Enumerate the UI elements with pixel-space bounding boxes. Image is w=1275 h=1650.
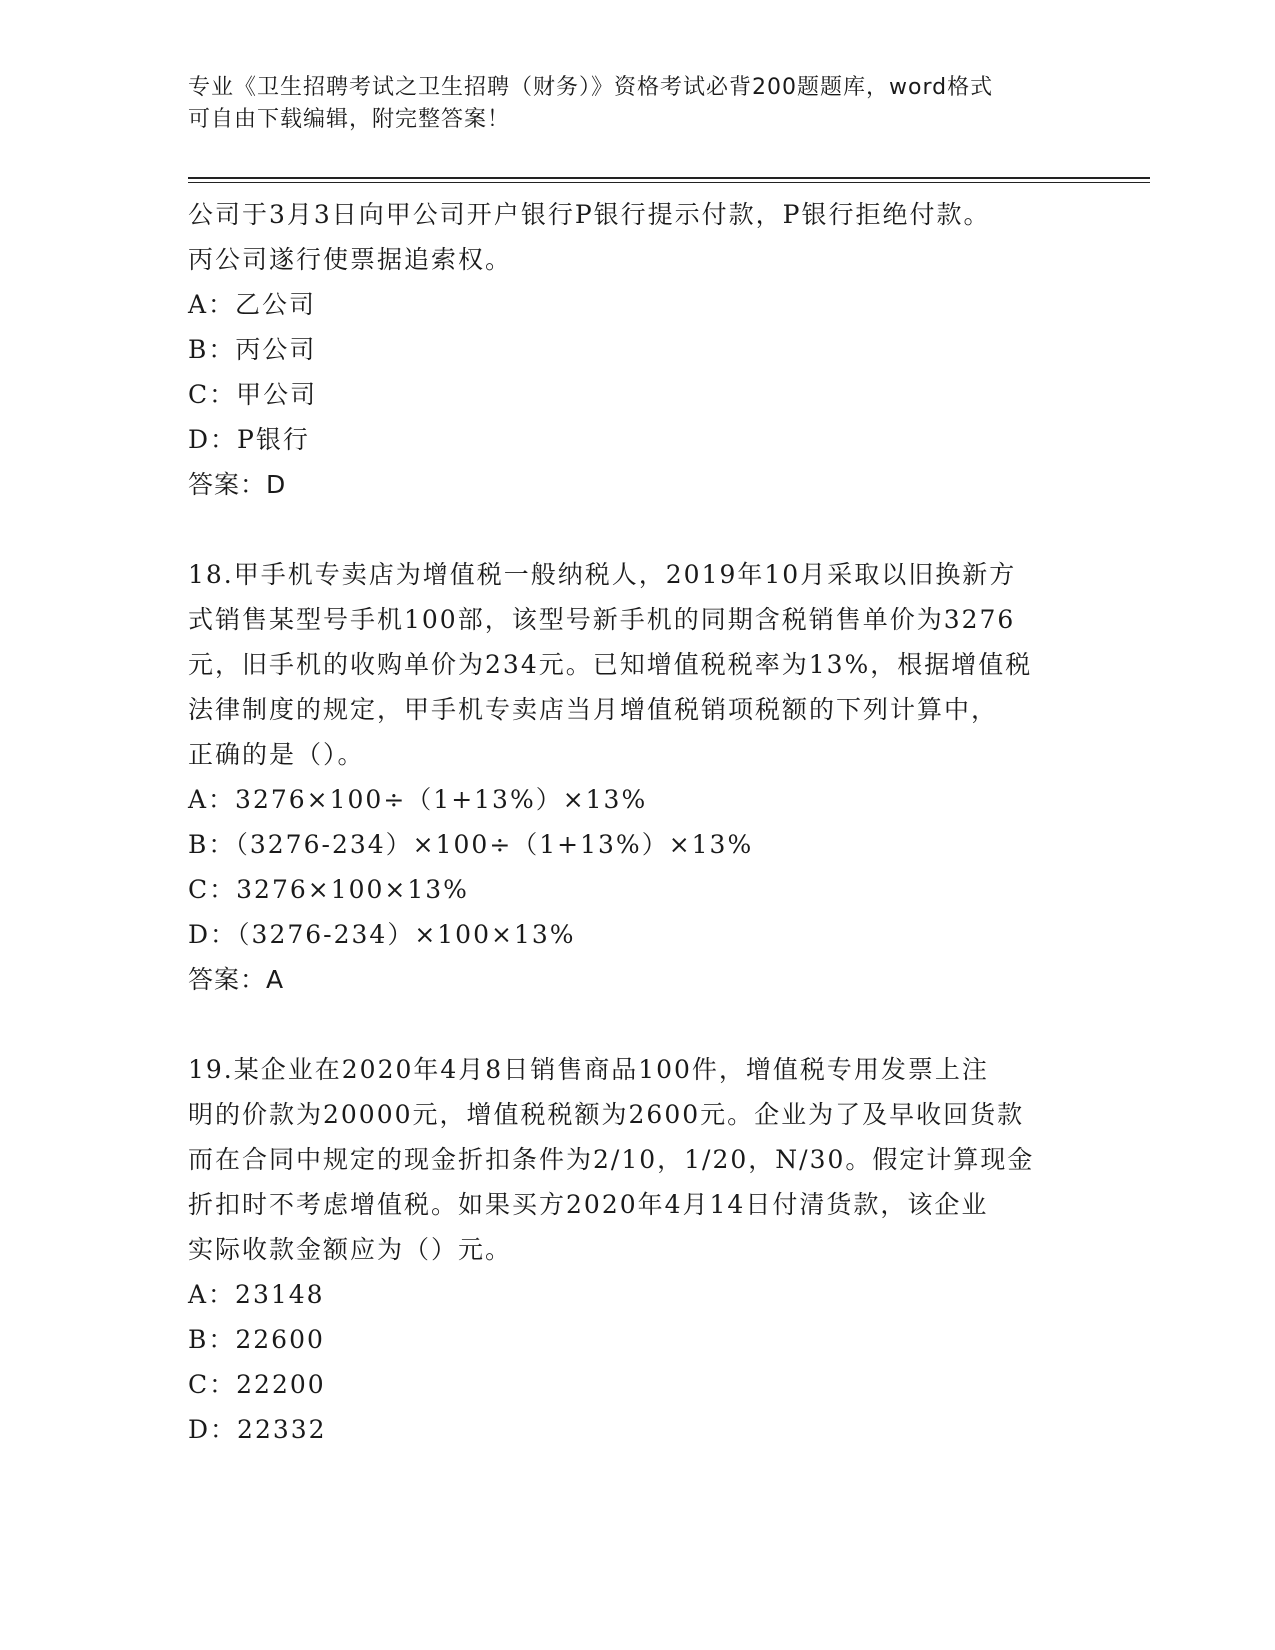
option-d: D：（3276-234）×100×13% <box>188 920 576 949</box>
spacer <box>188 507 1088 552</box>
document-header <box>188 72 1068 136</box>
header-divider-thick <box>188 177 1150 179</box>
option-d: D：P银行 <box>188 425 310 454</box>
option-a: A：乙公司 <box>188 290 317 319</box>
option-c: C：22200 <box>188 1370 326 1399</box>
spacer <box>188 1002 1088 1047</box>
option-c: C：3276×100×13% <box>188 875 469 904</box>
question-stem-line: 正确的是（）。 <box>188 740 365 769</box>
question-stem-line: 19.某企业在2020年4月8日销售商品100件，增值税专用发票上注 <box>188 1055 989 1084</box>
question-17 <box>188 192 1088 507</box>
option-b: B：22600 <box>188 1325 325 1354</box>
question-stem-line: 元，旧手机的收购单价为234元。已知增值税税率为13%，根据增值税 <box>188 650 1033 679</box>
question-stem-line: 式销售某型号手机100部，该型号新手机的同期含税销售单价为3276 <box>188 605 1016 634</box>
question-stem-line: 而在合同中规定的现金折扣条件为2/10，1/20，N/30。假定计算现金 <box>188 1145 1035 1174</box>
answer-label: 答案：D <box>188 470 287 499</box>
question-19 <box>188 1047 1088 1452</box>
question-18 <box>188 552 1088 1002</box>
option-c: C：甲公司 <box>188 380 318 409</box>
question-stem-line: 折扣时不考虑增值税。如果买方2020年4月14日付清货款，该企业 <box>188 1190 989 1219</box>
question-stem-line: 法律制度的规定，甲手机专卖店当月增值税销项税额的下列计算中， <box>188 695 999 724</box>
header-title-line-1: 专业《卫生招聘考试之卫生招聘（财务）》资格考试必背200题题库，word格式 <box>188 75 994 100</box>
option-b: B：（3276-234）×100÷（1+13%）×13% <box>188 830 754 859</box>
option-d: D：22332 <box>188 1415 327 1444</box>
document-body <box>188 192 1088 1452</box>
question-stem-line: 丙公司遂行使票据追索权。 <box>188 245 513 274</box>
question-stem-line: 18.甲手机专卖店为增值税一般纳税人，2019年10月采取以旧换新方 <box>188 560 1017 589</box>
question-stem-line: 公司于3月3日向甲公司开户银行P银行提示付款，P银行拒绝付款。 <box>188 200 991 229</box>
option-b: B：丙公司 <box>188 335 317 364</box>
answer-label: 答案：A <box>188 965 285 994</box>
header-divider-thin <box>188 182 1150 183</box>
option-a: A：23148 <box>188 1280 325 1309</box>
option-a: A：3276×100÷（1+13%）×13% <box>188 785 648 814</box>
question-stem-line: 实际收款金额应为（）元。 <box>188 1235 513 1264</box>
question-stem-line: 明的价款为20000元，增值税税额为2600元。企业为了及早收回货款 <box>188 1100 1025 1129</box>
header-title-line-2: 可自由下载编辑，附完整答案！ <box>188 107 511 132</box>
